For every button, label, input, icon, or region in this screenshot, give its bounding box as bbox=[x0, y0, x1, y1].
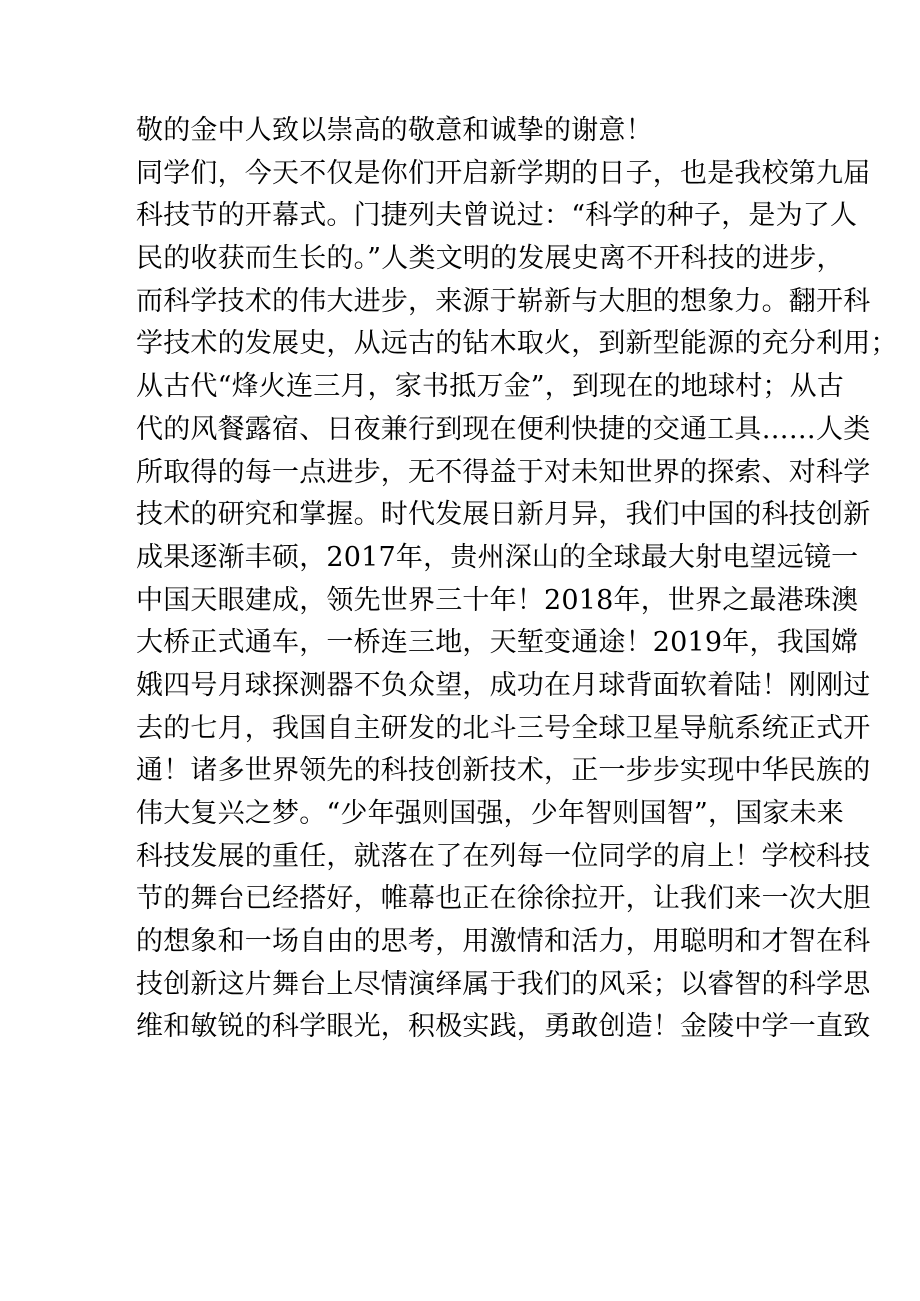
text-line: 所取得的每一点进步，无不得益于对未知世界的探索、对科学 bbox=[136, 456, 871, 488]
text-line: 技术的研究和掌握。时代发展日新月异，我们中国的科技创新 bbox=[136, 499, 871, 531]
text-line: 去的七月，我国自主研发的北斗三号全球卫星导航系统正式开 bbox=[136, 712, 871, 744]
text-line: 节的舞台已经搭好，帷幕也正在徐徐拉开，让我们来一次大胆 bbox=[136, 883, 871, 915]
text-line: 科技发展的重任，就落在了在列每一位同学的肩上！学校科技 bbox=[136, 840, 871, 872]
text-line: 中国天眼建成，领先世界三十年！2018年，世界之最港珠澳 bbox=[136, 584, 859, 616]
text-line: 伟大复兴之梦。“少年强则国强，少年智则国智”，国家未来 bbox=[136, 798, 845, 829]
text-line: 娥四号月球探测器不负众望，成功在月球背面软着陆！刚刚过 bbox=[136, 669, 871, 701]
text-line: 成果逐渐丰硕，2017年，贵州深山的全球最大射电望远镜一 bbox=[136, 541, 859, 573]
text-line: 技创新这片舞台上尽情演绎属于我们的风采；以睿智的科学思 bbox=[136, 968, 871, 1000]
text-line: 从古代“烽火连三月，家书抵万金”，到现在的地球村；从古 bbox=[136, 371, 845, 403]
text-line: 维和敏锐的科学眼光，积极实践，勇敢创造！金陵中学一直致 bbox=[136, 1011, 871, 1043]
text-line: 大桥正式通车，一桥连三地，天堑变通途！2019年，我国嫦 bbox=[136, 627, 859, 659]
text-line: 学技术的发展史，从远古的钻木取火，到新型能源的充分利用； bbox=[136, 328, 898, 360]
body-text bbox=[136, 110, 898, 1049]
text-line: 通！诸多世界领先的科技创新技术，正一步步实现中华民族的 bbox=[136, 755, 871, 787]
text-line: 敬的金中人致以崇高的敬意和诚挚的谢意！ bbox=[136, 115, 653, 146]
text-line: 而科学技术的伟大进步，来源于崭新与大胆的想象力。翻开科 bbox=[136, 285, 871, 317]
text-line: 科技节的开幕式。门捷列夫曾说过：“科学的种子，是为了人 bbox=[136, 200, 858, 232]
text-line: 同学们，今天不仅是你们开启新学期的日子，也是我校第九届 bbox=[136, 157, 871, 189]
text-line: 代的风餐露宿、日夜兼行到现在便利快捷的交通工具……人类 bbox=[136, 413, 871, 445]
text-line: 的想象和一场自由的思考，用激情和活力，用聪明和才智在科 bbox=[136, 926, 871, 958]
text-line: 民的收获而生长的。”人类文明的发展史离不开科技的进步， bbox=[136, 243, 844, 275]
